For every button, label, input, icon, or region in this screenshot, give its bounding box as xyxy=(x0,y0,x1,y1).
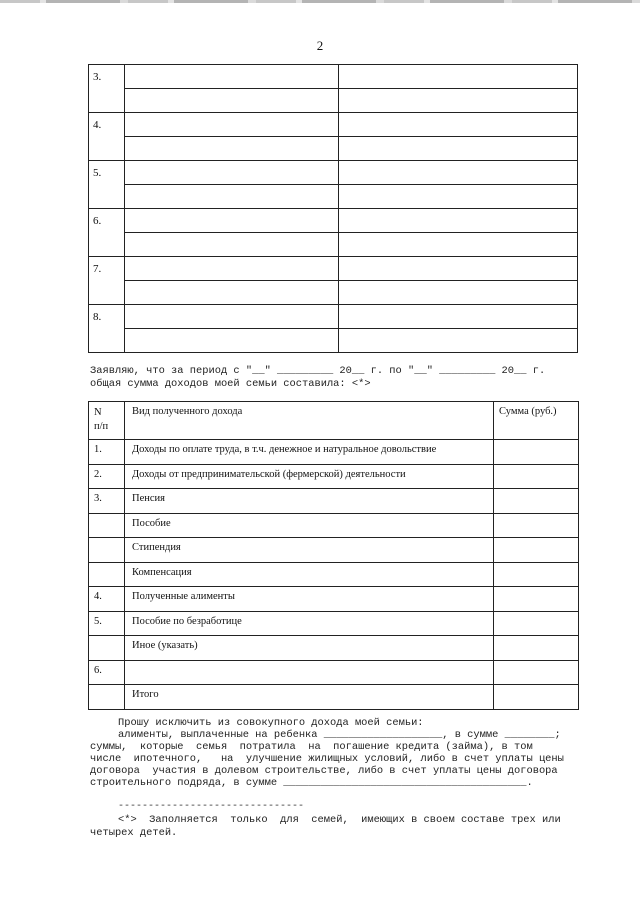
income-row-number: 3. xyxy=(89,489,125,514)
income-row-number: 6. xyxy=(89,660,125,685)
request-line-2: алименты, выплаченные на ребенка ___________________, в сумме ________; xyxy=(118,729,561,741)
income-row-number xyxy=(89,538,125,563)
income-row-sum xyxy=(494,513,579,538)
list-row-number: 5. xyxy=(89,161,125,209)
list-subrow xyxy=(89,185,578,209)
income-row-type xyxy=(125,660,494,685)
list-cell xyxy=(339,65,578,89)
income-row-type: Доходы по оплате труда, в т.ч. денежное и натуральное довольствие xyxy=(125,440,494,465)
income-row-type: Пособие xyxy=(125,513,494,538)
list-cell xyxy=(125,257,339,281)
income-row xyxy=(89,660,579,685)
income-row-sum xyxy=(494,685,579,710)
income-row-sum xyxy=(494,611,579,636)
income-row-sum xyxy=(494,587,579,612)
income-row-type: Итого xyxy=(125,685,494,710)
list-cell xyxy=(125,137,339,161)
income-row-sum xyxy=(494,660,579,685)
list-row-number: 8. xyxy=(89,305,125,353)
list-cell xyxy=(125,65,339,89)
list-cell xyxy=(339,185,578,209)
income-row-number xyxy=(89,636,125,661)
list-subrow xyxy=(89,329,578,353)
list-row xyxy=(89,257,578,281)
header-num: N п/п xyxy=(89,402,125,440)
declaration-line-1: Заявляю, что за период с "__" _________ 20__ г. по "__" _________ 20__ г. xyxy=(90,365,546,377)
income-row-sum xyxy=(494,489,579,514)
list-row xyxy=(89,305,578,329)
page-number: 2 xyxy=(316,38,324,53)
income-table xyxy=(88,401,579,710)
list-cell xyxy=(339,305,578,329)
list-subrow xyxy=(89,89,578,113)
income-row xyxy=(89,464,579,489)
income-row-sum xyxy=(494,562,579,587)
income-row xyxy=(89,562,579,587)
list-row-number: 6. xyxy=(89,209,125,257)
header-type: Вид полученного дохода xyxy=(125,402,494,440)
list-cell xyxy=(339,329,578,353)
list-cell xyxy=(125,281,339,305)
members-table xyxy=(88,64,578,353)
income-row-type: Компенсация xyxy=(125,562,494,587)
list-row xyxy=(89,161,578,185)
income-row-type: Полученные алименты xyxy=(125,587,494,612)
income-row xyxy=(89,685,579,710)
income-row-type: Иное (указать) xyxy=(125,636,494,661)
list-row xyxy=(89,209,578,233)
request-line-4: числе ипотечного, на улучшение жилищных условий, либо в счет уплаты цены xyxy=(90,753,564,765)
income-row xyxy=(89,440,579,465)
income-row xyxy=(89,489,579,514)
footnote-line-2: четырех детей. xyxy=(90,827,178,839)
list-cell xyxy=(339,233,578,257)
list-row-number: 7. xyxy=(89,257,125,305)
request-line-6: строительного подряда, в сумме _______________________________________. xyxy=(90,777,533,789)
list-cell xyxy=(339,257,578,281)
income-row-sum xyxy=(494,464,579,489)
request-line-5: договора участия в долевом строительстве, либо в счет уплаты цены договора xyxy=(90,765,558,777)
list-cell xyxy=(125,89,339,113)
declaration-line-2: общая сумма доходов моей семьи составила: <*> xyxy=(90,378,371,390)
list-cell xyxy=(339,161,578,185)
income-row-type: Доходы от предпринимательской (фермерской) деятельности xyxy=(125,464,494,489)
income-row-sum xyxy=(494,440,579,465)
list-cell xyxy=(125,329,339,353)
list-cell xyxy=(125,209,339,233)
list-cell xyxy=(339,281,578,305)
income-row-number: 2. xyxy=(89,464,125,489)
income-row-number: 4. xyxy=(89,587,125,612)
income-row-type: Пенсия xyxy=(125,489,494,514)
income-row-number xyxy=(89,562,125,587)
list-cell xyxy=(339,113,578,137)
income-row-number xyxy=(89,685,125,710)
income-row xyxy=(89,513,579,538)
header-sum: Сумма (руб.) xyxy=(494,402,579,440)
list-subrow xyxy=(89,137,578,161)
list-cell xyxy=(125,113,339,137)
income-row xyxy=(89,611,579,636)
list-cell xyxy=(339,89,578,113)
income-row-sum xyxy=(494,636,579,661)
list-cell xyxy=(125,161,339,185)
income-row-number xyxy=(89,513,125,538)
list-subrow xyxy=(89,281,578,305)
income-row xyxy=(89,538,579,563)
list-cell xyxy=(125,185,339,209)
income-row-sum xyxy=(494,538,579,563)
list-subrow xyxy=(89,233,578,257)
income-row-type: Стипендия xyxy=(125,538,494,563)
scan-edge xyxy=(0,0,640,3)
footnote-line-1: <*> Заполняется только для семей, имеющих в своем составе трех или xyxy=(118,814,561,826)
list-cell xyxy=(339,209,578,233)
request-line-1: Прошу исключить из совокупного дохода моей семьи: xyxy=(118,717,424,729)
list-row-number: 4. xyxy=(89,113,125,161)
list-cell xyxy=(339,137,578,161)
income-row xyxy=(89,636,579,661)
income-row-number: 5. xyxy=(89,611,125,636)
income-table-header xyxy=(89,402,579,440)
income-row-number: 1. xyxy=(89,440,125,465)
list-row xyxy=(89,65,578,89)
income-row xyxy=(89,587,579,612)
income-row-type: Пособие по безработице xyxy=(125,611,494,636)
list-row xyxy=(89,113,578,137)
footnote-rule: ------------------------------- xyxy=(118,801,305,812)
list-row-number: 3. xyxy=(89,65,125,113)
list-cell xyxy=(125,233,339,257)
request-line-3: суммы, которые семья потратила на погашение кредита (займа), в том xyxy=(90,741,533,753)
list-cell xyxy=(125,305,339,329)
